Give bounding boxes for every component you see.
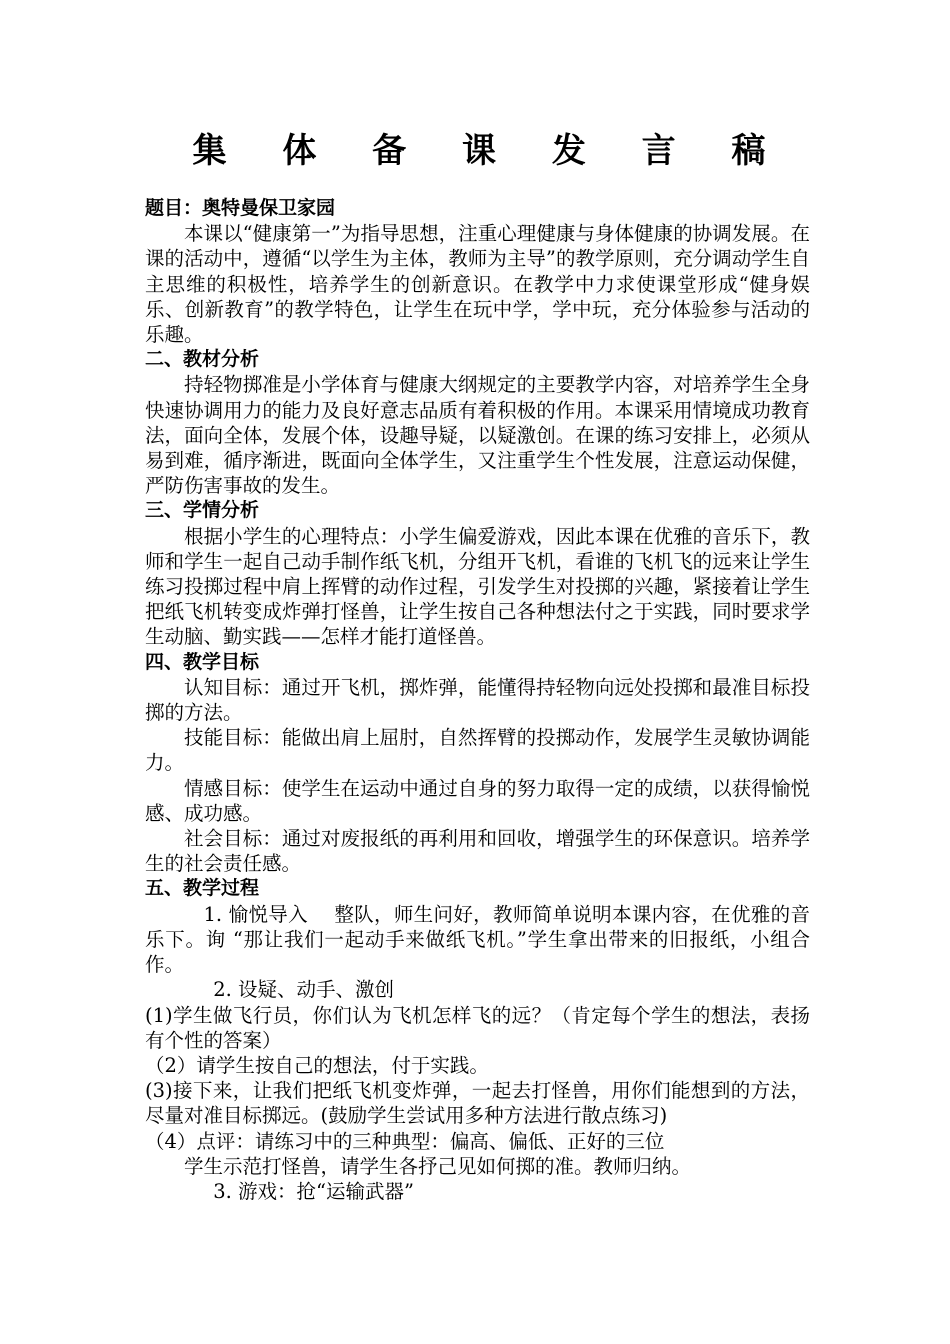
process-item-3: (3)接下来，让我们把纸飞机变炸弹，一起去打怪兽，用你们能想到的方法，尽量对准目标掷远。(鼓励学生尝试用多种方法进行散点练习) xyxy=(145,1079,810,1128)
page-title: 集 体 备 课 发 言 稿 xyxy=(192,131,788,171)
goal-skill: 技能目标：能做出肩上屈肘，自然挥臂的投掷动作，发展学生灵敏协调能力。 xyxy=(145,726,810,775)
topic-heading: 题目：奥特曼保卫家园 xyxy=(145,197,336,219)
section-heading-students: 三、学情分析 xyxy=(145,499,260,522)
students-paragraph: 根据小学生的心理特点：小学生偏爱游戏，因此本课在优雅的音乐下，教师和学生一起自己动手制作纸飞机，分组开飞机，看谁的飞机飞的远来让学生练习投掷过程中肩上挥臂的动作过程，引发学生对投掷的兴趣，紧接着让学生把纸飞机转变成炸弹打怪兽，让学生按自己各种想法付之于实践，同时要求学生动脑、勤实践——怎样才能打道怪兽。 xyxy=(145,524,810,649)
process-step-3: 3. 游戏：抢“运输武器” xyxy=(213,1179,414,1203)
section-heading-goals: 四、教学目标 xyxy=(145,650,260,673)
process-item-1: (1)学生做飞行员，你们认为飞机怎样飞的远？（肯定每个学生的想法，表扬有个性的答案） xyxy=(145,1003,810,1052)
process-item-2: （2）请学生按自己的想法，付于实践。 xyxy=(145,1053,489,1077)
process-item-4: （4）点评：请练习中的三种典型：偏高、偏低、正好的三位 xyxy=(145,1129,665,1153)
process-step-2: 2. 设疑、动手、激创 xyxy=(213,978,395,1002)
process-step-1: 1. 愉悦导入 整队，师生问好，教师简单说明本课内容，在优雅的音乐下。询 “那让我们一起动手来做纸飞机。”学生拿出带来的旧报纸，小组合作。 xyxy=(145,902,810,977)
section-heading-process: 五、教学过程 xyxy=(145,877,260,900)
goal-emotion: 情感目标：使学生在运动中通过自身的努力取得一定的成绩，以获得愉悦感、成功感。 xyxy=(145,776,810,825)
intro-paragraph: 本课以“健康第一”为指导思想，注重心理健康与身体健康的协调发展。在课的活动中，遵循“以学生为主体，教师为主导”的教学原则，充分调动学生自主思维的积极性，培养学生的创新意识。在教学中力求使课堂形成“健身娱乐、创新教育”的教学特色，让学生在玩中学，学中玩，充分体验参与活动的乐趣。 xyxy=(145,222,810,347)
process-item-4-continued: 学生示范打怪兽，请学生各抒己见如何掷的准。教师归纳。 xyxy=(184,1154,692,1178)
goal-cognitive: 认知目标：通过开飞机，掷炸弹，能懂得持轻物向远处投掷和最准目标投掷的方法。 xyxy=(145,675,810,725)
goal-social: 社会目标：通过对废报纸的再利用和回收，增强学生的环保意识。培养学生的社会责任感。 xyxy=(145,827,810,876)
document-body xyxy=(145,196,810,1204)
section-heading-materials: 二、教材分析 xyxy=(145,348,260,371)
materials-paragraph: 持轻物掷准是小学体育与健康大纲规定的主要教学内容，对培养学生全身快速协调用力的能力及良好意志品质有着积极的作用。本课采用情境成功教育法，面向全体，发展个体，设趣导疑，以疑激创。在课的练习安排上，必须从易到难，循序渐进，既面向全体学生，又注重学生个性发展，注意运动保健，严防伤害事故的发生。 xyxy=(145,373,810,498)
